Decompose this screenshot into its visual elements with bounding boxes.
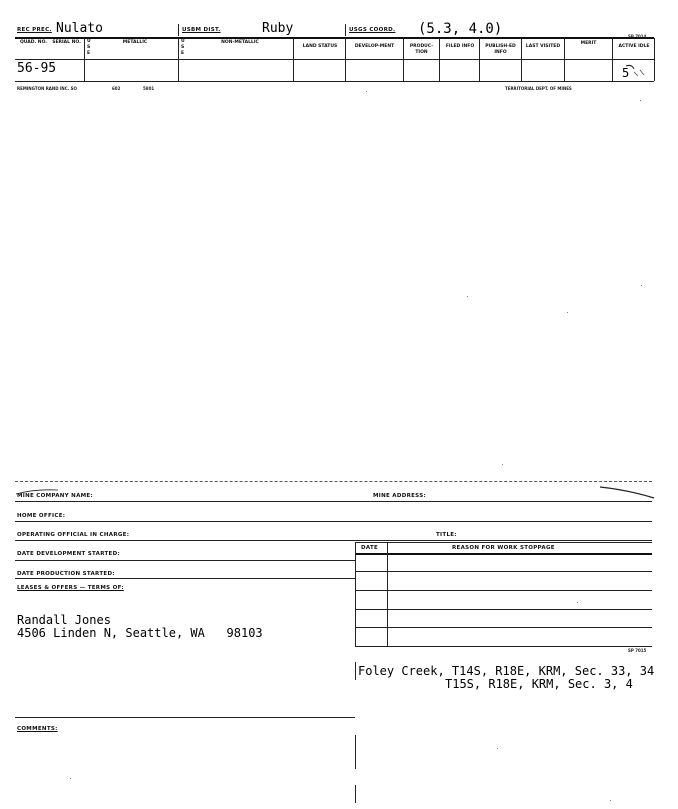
land-status-header: LAND STATUS	[302, 44, 338, 49]
pen-stroke-mark	[598, 484, 656, 500]
reason-stoppage-label: REASON FOR WORK STOPPAGE	[452, 545, 555, 551]
owner-name: Randall Jones	[17, 613, 111, 627]
published-info-header: PUBLISH-ED INFO	[485, 44, 516, 55]
use-metallic-header: U S E	[87, 39, 91, 56]
filed-info-header: FILED INFO	[445, 44, 475, 49]
active-idle-value: 5	[622, 66, 630, 80]
active-idle-header: ACTIVE IDLE	[618, 44, 650, 49]
home-office-label: HOME OFFICE:	[17, 513, 66, 519]
printer-code-1: 602	[112, 86, 121, 91]
serial-no-header: SERIAL NO.	[52, 40, 81, 45]
quad-no-header: QUAD. NO.	[19, 40, 48, 45]
operating-official-label: OPERATING OFFICIAL IN CHARGE:	[17, 532, 130, 538]
date-development-label: DATE DEVELOPMENT STARTED:	[17, 551, 120, 557]
usbm-dist-label: USBM DIST.	[182, 27, 221, 33]
mine-address-label: MINE ADDRESS:	[373, 493, 426, 499]
printer-imprint: REMINGTON RAND INC. SO	[17, 86, 77, 91]
strike-mark	[14, 488, 60, 496]
development-header: DEVELOP-MENT	[354, 44, 395, 49]
lower-form-number: SP 7015	[628, 648, 647, 653]
usgs-coord-label: USGS COORD.	[349, 27, 396, 33]
usgs-coord-value: (5.3, 4.0)	[418, 21, 503, 37]
check-mark-icon	[624, 62, 652, 80]
last-visited-header: LAST VISITED	[525, 44, 561, 49]
date-column-label: DATE	[361, 545, 379, 551]
comments-label: COMMENTS:	[17, 726, 58, 732]
non-metallic-header: NON-METALLIC	[221, 40, 259, 45]
location-line-2: T15S, R18E, KRM, Sec. 3, 4	[445, 677, 633, 691]
metallic-header: METALLIC	[122, 40, 148, 45]
quad-number-value: 56-95	[17, 61, 57, 76]
rec-prec-label: REC PREC.	[17, 27, 52, 33]
use-nonmetallic-header: U S E	[181, 39, 185, 56]
title-label: TITLE:	[436, 532, 457, 538]
form-number: SP 7014	[628, 34, 647, 39]
merit-header: MERIT	[580, 41, 597, 46]
department-imprint: TERRITORIAL DEPT. OF MINES	[505, 86, 572, 91]
location-line-1: Foley Creek, T14S, R18E, KRM, Sec. 33, 34	[358, 664, 655, 678]
production-header: PRODUC-TION	[409, 44, 434, 55]
owner-address: 4506 Linden N, Seattle, WA 98103	[17, 626, 263, 640]
leases-offers-label: LEASES & OFFERS — TERMS OF:	[17, 585, 124, 591]
rec-prec-value: Nulato	[56, 21, 103, 36]
usbm-dist-value: Ruby	[262, 21, 294, 36]
printer-code-2: 5801	[143, 86, 155, 91]
date-production-label: DATE PRODUCTION STARTED:	[17, 571, 115, 577]
mine-company-label: MINE COMPANY NAME:	[17, 493, 93, 499]
